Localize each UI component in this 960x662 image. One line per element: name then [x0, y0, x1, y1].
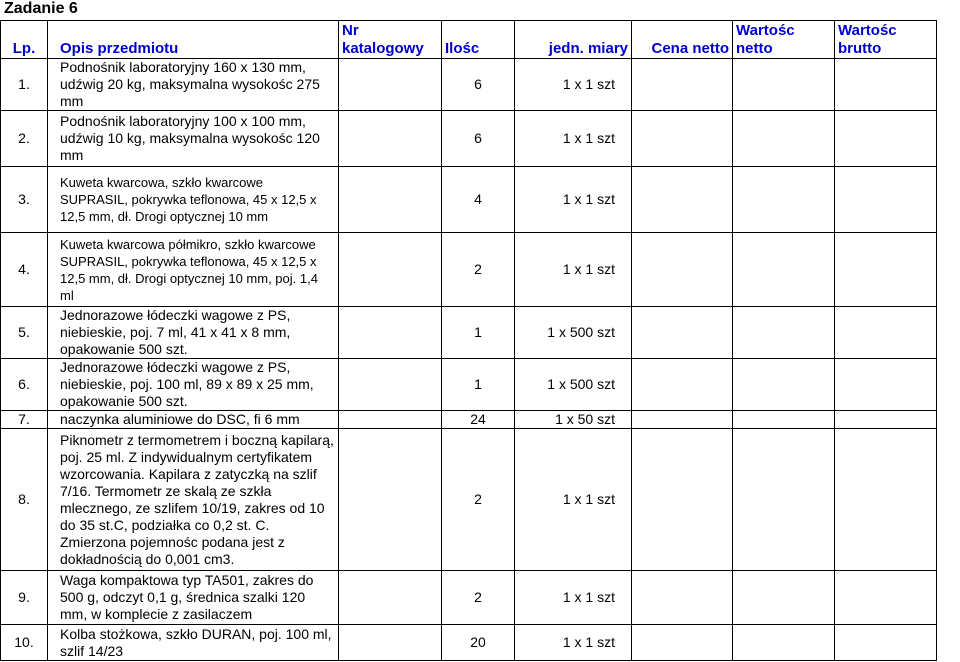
header-ilosc: Ilośc	[442, 21, 515, 59]
cell-cena	[632, 59, 733, 111]
table-row	[1, 233, 937, 307]
cell-cena	[632, 233, 733, 307]
cell-jedn: 1 x 1 szt	[515, 59, 632, 111]
header-row	[1, 21, 937, 59]
cell-wartosc-brutto	[835, 307, 937, 359]
header-wartosc-netto: Wartośc netto	[733, 21, 835, 59]
header-nr-katalogowy: Nr katalogowy	[339, 21, 442, 59]
cell-lp: 1.	[1, 59, 48, 111]
cell-wartosc-brutto	[835, 359, 937, 411]
cell-opis: naczynka aluminiowe do DSC, fi 6 mm	[48, 411, 339, 429]
cell-cena	[632, 359, 733, 411]
cell-ilosc: 24	[442, 411, 515, 429]
cell-wartosc-brutto	[835, 59, 937, 111]
cell-jedn: 1 x 1 szt	[515, 625, 632, 661]
cell-wartosc-netto	[733, 411, 835, 429]
cell-nr	[339, 625, 442, 661]
cell-wartosc-brutto	[835, 429, 937, 571]
cell-ilosc: 2	[442, 233, 515, 307]
cell-ilosc: 20	[442, 625, 515, 661]
cell-jedn: 1 x 1 szt	[515, 571, 632, 625]
cell-nr	[339, 167, 442, 233]
cell-wartosc-brutto	[835, 411, 937, 429]
table-row	[1, 571, 937, 625]
cell-jedn: 1 x 500 szt	[515, 359, 632, 411]
cell-opis: Kuweta kwarcowa, szkło kwarcowe SUPRASIL, pokrywka teflonowa, 45 x 12,5 x 12,5 mm, dł. Drogi optycznej 10 mm	[48, 167, 339, 233]
table-row	[1, 111, 937, 167]
cell-cena	[632, 111, 733, 167]
cell-cena	[632, 571, 733, 625]
table-row	[1, 167, 937, 233]
table-row	[1, 411, 937, 429]
header-opis: Opis przedmiotu	[48, 21, 339, 59]
cell-wartosc-netto	[733, 111, 835, 167]
cell-lp: 4.	[1, 233, 48, 307]
cell-ilosc: 2	[442, 571, 515, 625]
cell-opis: Jednorazowe łódeczki wagowe z PS, niebieskie, poj. 100 ml, 89 x 89 x 25 mm, opakowanie 500 szt.	[48, 359, 339, 411]
header-wartosc-brutto: Wartośc brutto	[835, 21, 937, 59]
cell-jedn: 1 x 1 szt	[515, 233, 632, 307]
cell-ilosc: 1	[442, 359, 515, 411]
cell-lp: 3.	[1, 167, 48, 233]
cell-jedn: 1 x 1 szt	[515, 429, 632, 571]
cell-ilosc: 6	[442, 59, 515, 111]
table-row	[1, 359, 937, 411]
cell-opis: Waga kompaktowa typ TA501, zakres do 500 g, odczyt 0,1 g, średnica szalki 120 mm, w komplecie z zasilaczem	[48, 571, 339, 625]
cell-ilosc: 6	[442, 111, 515, 167]
cell-opis: Kuweta kwarcowa półmikro, szkło kwarcowe SUPRASIL, pokrywka teflonowa, 45 x 12,5 x 12,5 mm, dł. Drogi optycznej 10 mm, poj. 1,4 ml	[48, 233, 339, 307]
cell-wartosc-netto	[733, 429, 835, 571]
cell-opis: Piknometr z termometrem i boczną kapilarą, poj. 25 ml. Z indywidualnym certyfikatem wzorcowania. Kapilara z zatyczką na szlif 7/16. Termometr ze skalą ze szkła mlecznego, ze szlifem 10/19, zakres od 10 do 35 st.C, podziałka co 0,2 st. C. Zmierzona pojemnośc podana jest z dokładnością do 0,001 cm3.	[48, 429, 339, 571]
header-jedn-miary: jedn. miary	[515, 21, 632, 59]
cell-wartosc-brutto	[835, 571, 937, 625]
cell-cena	[632, 429, 733, 571]
table-row	[1, 59, 937, 111]
cell-lp: 7.	[1, 411, 48, 429]
cell-opis: Jednorazowe łódeczki wagowe z PS, niebieskie, poj. 7 ml, 41 x 41 x 8 mm, opakowanie 500 szt.	[48, 307, 339, 359]
cell-lp: 9.	[1, 571, 48, 625]
cell-wartosc-netto	[733, 233, 835, 307]
cell-nr	[339, 429, 442, 571]
cell-nr	[339, 307, 442, 359]
cell-jedn: 1 x 500 szt	[515, 307, 632, 359]
cell-wartosc-brutto	[835, 625, 937, 661]
items-table	[0, 20, 937, 661]
table-row	[1, 429, 937, 571]
cell-opis: Podnośnik laboratoryjny 100 x 100 mm, udźwig 10 kg, maksymalna wysokośc 120 mm	[48, 111, 339, 167]
cell-nr	[339, 571, 442, 625]
cell-wartosc-brutto	[835, 111, 937, 167]
cell-lp: 10.	[1, 625, 48, 661]
cell-cena	[632, 167, 733, 233]
cell-jedn: 1 x 1 szt	[515, 167, 632, 233]
cell-opis: Kolba stożkowa, szkło DURAN, poj. 100 ml, szlif 14/23	[48, 625, 339, 661]
header-cena-netto: Cena netto	[632, 21, 733, 59]
cell-cena	[632, 625, 733, 661]
cell-ilosc: 4	[442, 167, 515, 233]
cell-wartosc-brutto	[835, 167, 937, 233]
cell-lp: 5.	[1, 307, 48, 359]
table-row	[1, 307, 937, 359]
cell-jedn: 1 x 50 szt	[515, 411, 632, 429]
cell-ilosc: 1	[442, 307, 515, 359]
table-row	[1, 625, 937, 661]
cell-wartosc-netto	[733, 625, 835, 661]
cell-ilosc: 2	[442, 429, 515, 571]
cell-wartosc-netto	[733, 359, 835, 411]
cell-wartosc-brutto	[835, 233, 937, 307]
cell-lp: 6.	[1, 359, 48, 411]
cell-nr	[339, 359, 442, 411]
page-title: Zadanie 6	[4, 0, 78, 17]
cell-jedn: 1 x 1 szt	[515, 111, 632, 167]
header-lp: Lp.	[1, 21, 48, 59]
cell-lp: 8.	[1, 429, 48, 571]
cell-wartosc-netto	[733, 167, 835, 233]
cell-cena	[632, 411, 733, 429]
cell-wartosc-netto	[733, 59, 835, 111]
cell-nr	[339, 411, 442, 429]
cell-nr	[339, 111, 442, 167]
cell-lp: 2.	[1, 111, 48, 167]
cell-opis: Podnośnik laboratoryjny 160 x 130 mm, udźwig 20 kg, maksymalna wysokośc 275 mm	[48, 59, 339, 111]
cell-nr	[339, 59, 442, 111]
cell-nr	[339, 233, 442, 307]
cell-wartosc-netto	[733, 307, 835, 359]
cell-cena	[632, 307, 733, 359]
cell-wartosc-netto	[733, 571, 835, 625]
